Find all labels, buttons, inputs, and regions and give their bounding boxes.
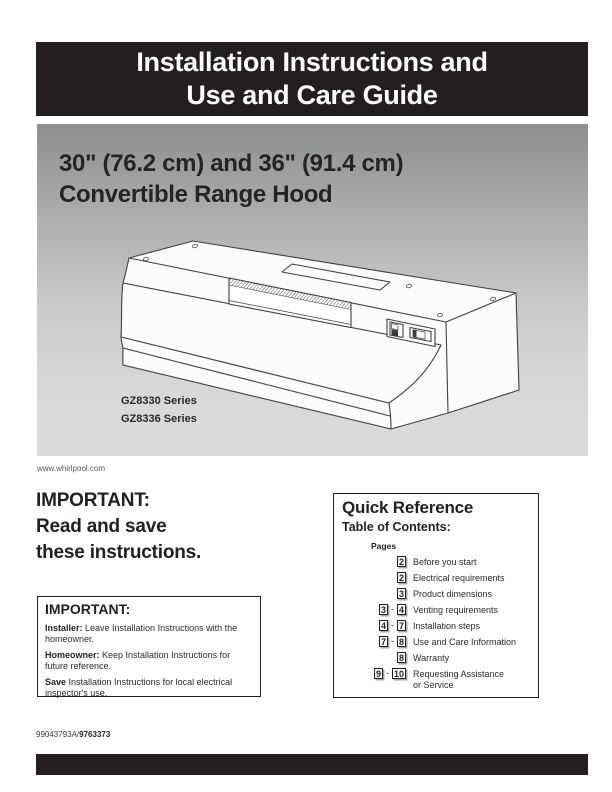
toc-entry-label — [406, 668, 504, 691]
toc-entry-label: Warranty — [413, 653, 450, 663]
page-number-box: 4 — [380, 621, 386, 631]
toc-row — [342, 636, 530, 648]
model-series-line2: GZ8336 Series — [121, 413, 197, 425]
page-number-box: 8 — [398, 653, 404, 663]
important-box-item — [45, 623, 253, 645]
important-notice-line2: Read and save — [36, 516, 167, 537]
important-box-item-lead: Installer: — [45, 623, 83, 633]
important-box-item-text: Installation Instructions for local electrical inspector's use. — [45, 677, 233, 698]
fan-switch-rocker — [392, 329, 399, 336]
model-series — [121, 392, 197, 428]
toc-row — [342, 652, 530, 664]
page-number-box: 4 — [398, 605, 404, 615]
page-range-dash: - — [390, 620, 394, 630]
important-box-item-text: Keep Installation Instructions for future reference. — [45, 650, 231, 671]
toc-entry-label: Installation steps — [413, 621, 481, 631]
toc-row — [342, 604, 530, 616]
page-number-box: 2 — [398, 557, 404, 567]
toc-entry-label: Use and Care Information — [413, 637, 517, 647]
model-series-line1: GZ8330 Series — [121, 395, 197, 407]
toc-entry-label: Product dimensions — [413, 589, 493, 599]
quick-reference-title: Quick Reference — [342, 498, 474, 517]
important-box-item — [45, 677, 253, 699]
page-number-box: 3 — [398, 589, 404, 599]
header-title-line2: Use and Care Guide — [186, 80, 438, 110]
important-box-item-lead: Save — [45, 677, 67, 687]
important-notice-line3: these instructions. — [36, 542, 202, 563]
page-number-box: 8 — [398, 637, 404, 647]
important-box-item-text: Leave Installation Instructions with the homeowner. — [45, 623, 238, 644]
toc-entry-label: Electrical requirements — [413, 573, 505, 583]
product-title — [59, 148, 403, 210]
important-notice — [36, 488, 201, 566]
header-banner — [36, 42, 588, 116]
website-url: www.whirlpool.com — [37, 464, 106, 473]
footer-bar — [36, 754, 588, 775]
page-number-box: 2 — [398, 573, 404, 583]
light-switch-knob — [413, 330, 417, 338]
page-number-box: 3 — [380, 605, 386, 615]
header-title-line1: Installation Instructions and — [136, 47, 488, 77]
pages-label: Pages — [371, 541, 397, 551]
product-title-line1: 30" (76.2 cm) and 36" (91.4 cm) — [59, 150, 404, 177]
part-number-bold: 9763373 — [79, 730, 111, 739]
toc-row — [342, 668, 530, 691]
part-number — [36, 730, 110, 739]
important-box-title: IMPORTANT: — [45, 601, 131, 617]
page-range-dash: - — [390, 636, 394, 646]
quick-reference-box — [333, 493, 539, 698]
important-notice-line1: IMPORTANT: — [36, 490, 150, 511]
hero-panel — [37, 124, 588, 456]
toc-entry-label: Before you start — [413, 557, 477, 567]
page-number-box: 7 — [380, 637, 386, 647]
toc-entry-label-line2: or Service — [413, 680, 454, 690]
page-number-box: 9 — [375, 669, 381, 679]
page-number-box: 7 — [398, 621, 404, 631]
page-range-dash: - — [385, 668, 389, 678]
part-number-prefix: 99043793A/ — [36, 730, 80, 739]
important-box — [37, 596, 261, 697]
toc-row — [342, 556, 530, 568]
toc-row — [342, 572, 530, 584]
page-number-box: 10 — [393, 669, 404, 679]
toc-entry-label: Venting requirements — [413, 605, 499, 615]
toc-row — [342, 588, 530, 600]
important-box-item — [45, 650, 253, 672]
product-title-line2: Convertible Range Hood — [59, 181, 333, 208]
toc-entry-label-line1: Requesting Assistance — [413, 669, 505, 679]
important-box-item-lead: Homeowner: — [45, 650, 100, 660]
toc-row — [342, 620, 530, 632]
page-range-dash: - — [390, 604, 394, 614]
table-of-contents-label: Table of Contents: — [342, 520, 451, 534]
